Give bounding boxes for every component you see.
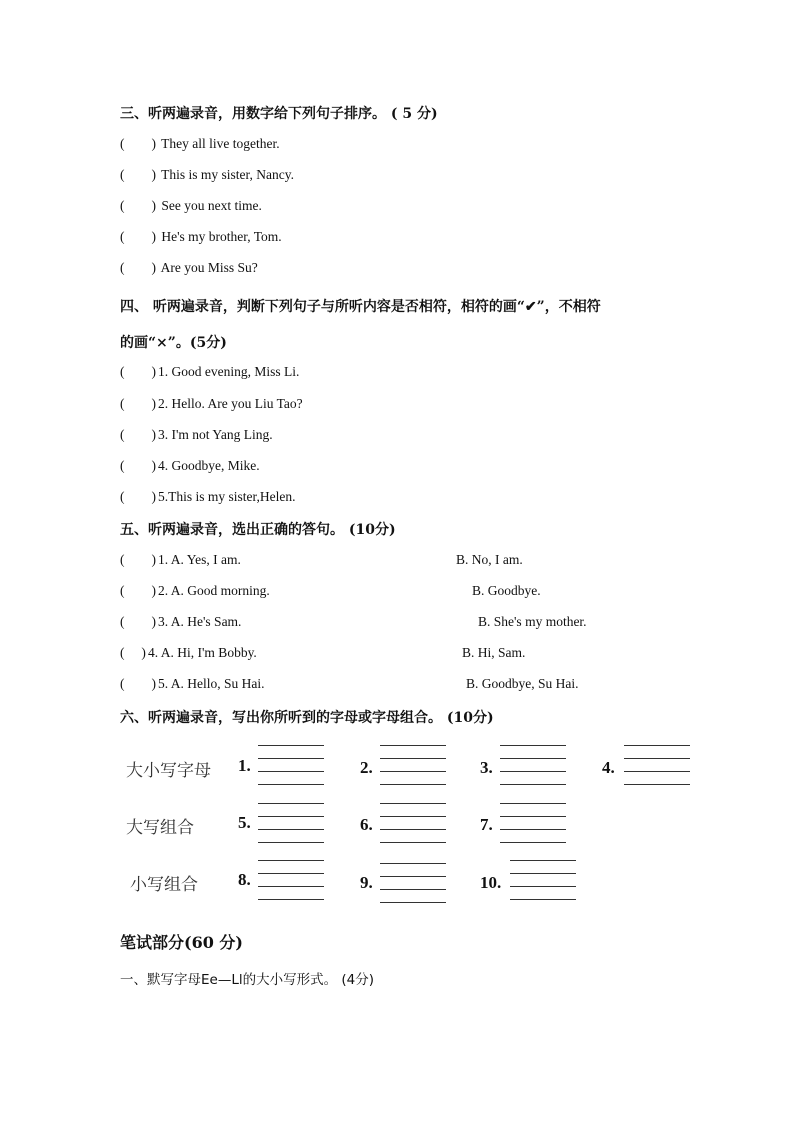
- answer-blank[interactable]: ( ): [120, 136, 156, 151]
- list-item: ( ) 5.This is my sister,Helen.: [120, 489, 296, 504]
- answer-blank[interactable]: ( ): [120, 489, 156, 504]
- list-item: ( ) He's my brother, Tom.: [120, 229, 282, 244]
- question-number: 1.: [238, 756, 251, 775]
- list-item: ( ) 2. A. Good morning.: [120, 583, 270, 598]
- question-number: 10.: [480, 873, 502, 892]
- row-label: 大写组合: [126, 818, 194, 838]
- question-number: 5.: [238, 813, 251, 832]
- list-item: ( ) This is my sister, Nancy.: [120, 167, 294, 182]
- row-label: 小写组合: [130, 875, 198, 895]
- section-6-title: 六、听两遍录音，写出你所听到的字母或字母组合。 (10分): [120, 710, 494, 726]
- list-item: ( ) 3. I'm not Yang Ling.: [120, 427, 273, 442]
- list-item: ( ) 1. A. Yes, I am.: [120, 552, 241, 567]
- answer-blank[interactable]: ( ): [120, 583, 156, 598]
- section-4-title-line2: 的画“×”。(5分): [120, 335, 227, 351]
- answer-blank[interactable]: ( ): [120, 364, 156, 379]
- answer-blank[interactable]: ( ): [120, 260, 156, 275]
- written-section-title: 笔试部分(60 分): [120, 933, 243, 952]
- question-number: 2.: [360, 758, 373, 777]
- row-label: 大小写字母: [126, 761, 211, 781]
- list-item: ( ) They all live together.: [120, 136, 280, 151]
- list-item: ( ) 4. Goodbye, Mike.: [120, 458, 260, 473]
- question-number: 9.: [360, 873, 373, 892]
- question-number: 8.: [238, 870, 251, 889]
- answer-blank[interactable]: ( ): [120, 458, 156, 473]
- list-item: ( ) 3. A. He's Sam.: [120, 614, 242, 629]
- option-b: B. Goodbye, Su Hai.: [466, 676, 579, 691]
- question-number: 3.: [480, 758, 493, 777]
- list-item: ( ) 4. A. Hi, I'm Bobby.: [120, 645, 257, 660]
- answer-blank[interactable]: ( ): [120, 198, 156, 213]
- answer-blank[interactable]: ( ): [120, 229, 156, 244]
- answer-blank[interactable]: ( ): [120, 645, 146, 660]
- list-item: ( ) 2. Hello. Are you Liu Tao?: [120, 396, 303, 411]
- written-question-1: 一、默写字母Ee—Ll的大小写形式。 (4分): [120, 972, 375, 988]
- question-number: 4.: [602, 758, 615, 777]
- option-b: B. Goodbye.: [472, 583, 541, 598]
- answer-blank[interactable]: ( ): [120, 676, 156, 691]
- section-3-title: 三、听两遍录音，用数字给下列句子排序。 ( 5 分): [120, 106, 438, 122]
- list-item: ( ) See you next time.: [120, 198, 262, 213]
- list-item: ( ) Are you Miss Su?: [120, 260, 258, 275]
- list-item: ( ) 5. A. Hello, Su Hai.: [120, 676, 265, 691]
- section-5-title: 五、听两遍录音，选出正确的答句。 (10分): [120, 522, 396, 538]
- question-number: 7.: [480, 815, 493, 834]
- answer-blank[interactable]: ( ): [120, 614, 156, 629]
- answer-blank[interactable]: ( ): [120, 427, 156, 442]
- option-b: B. She's my mother.: [478, 614, 587, 629]
- section-4-title-line1: 四、 听两遍录音，判断下列句子与所听内容是否相符，相符的画“✔”，不相符: [120, 299, 601, 315]
- answer-blank[interactable]: ( ): [120, 552, 156, 567]
- question-number: 6.: [360, 815, 373, 834]
- answer-blank[interactable]: ( ): [120, 167, 156, 182]
- option-b: B. No, I am.: [456, 552, 523, 567]
- option-b: B. Hi, Sam.: [462, 645, 526, 660]
- answer-blank[interactable]: ( ): [120, 396, 156, 411]
- list-item: ( ) 1. Good evening, Miss Li.: [120, 364, 300, 379]
